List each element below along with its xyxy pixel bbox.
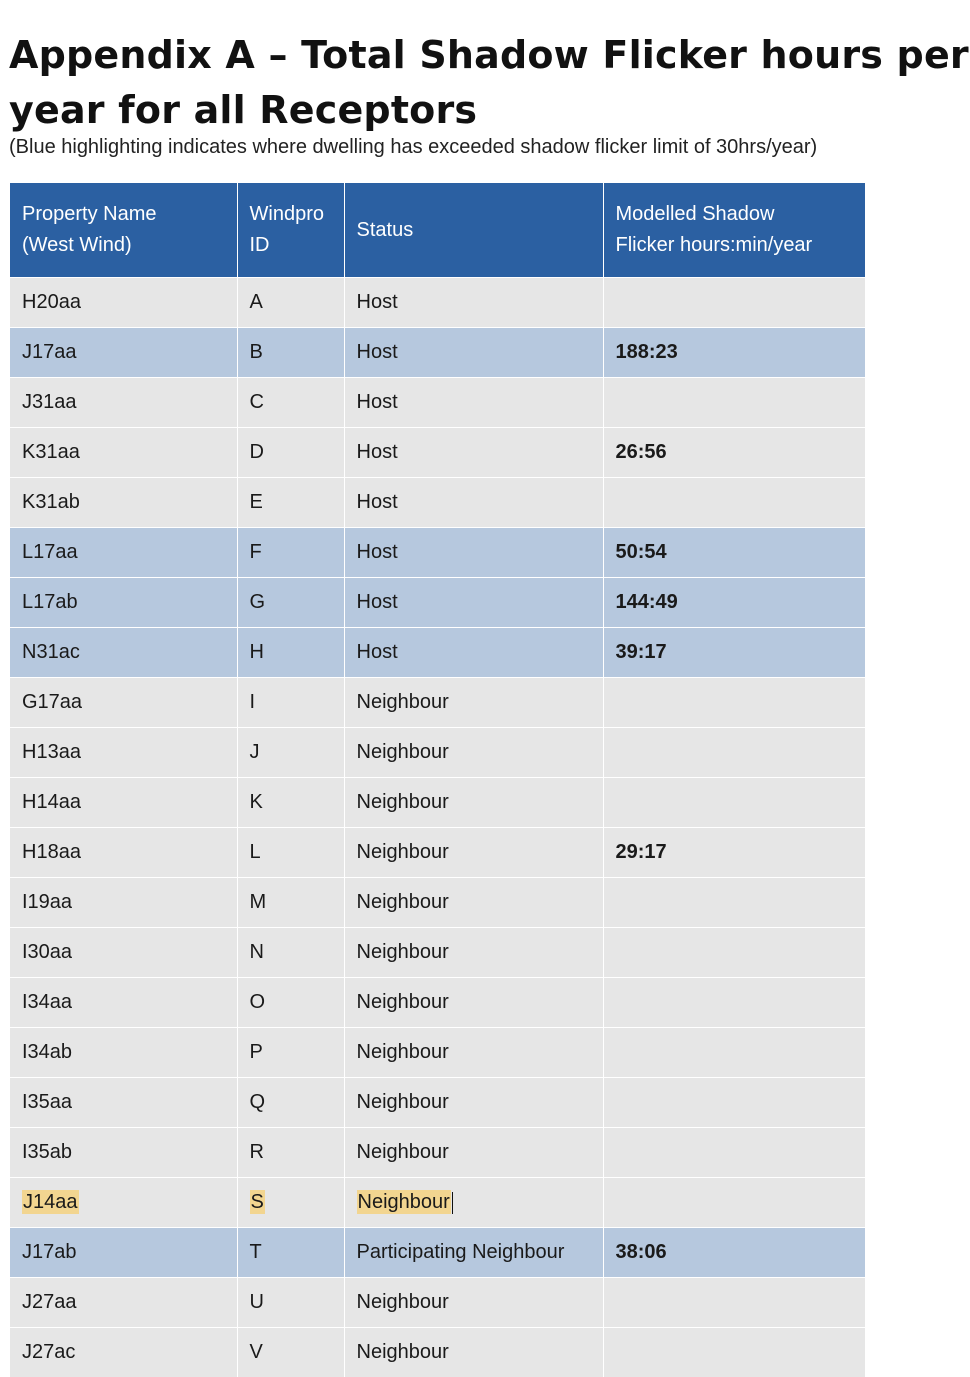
page-title: Appendix A – Total Shadow Flicker hours per year for all Receptors [9, 28, 969, 138]
cell-shadow-flicker-hours-text: 39:17 [616, 641, 667, 663]
cell-windpro-id [237, 1028, 344, 1078]
cell-windpro-id [237, 1328, 344, 1377]
cell-windpro-id [237, 1278, 344, 1328]
cell-windpro-id-text: D [250, 441, 264, 463]
cell-property-name-text: I34ab [22, 1041, 72, 1063]
cell-windpro-id-text: V [250, 1341, 263, 1363]
cell-windpro-id-text: K [250, 791, 263, 813]
header-line: Modelled Shadow [616, 203, 775, 225]
cell-shadow-flicker-hours [603, 328, 865, 378]
cell-windpro-id-text: H [250, 641, 264, 663]
cell-windpro-id [237, 1128, 344, 1178]
cell-status-text: Neighbour [357, 891, 449, 913]
cell-status-text: Host [357, 291, 398, 313]
cell-windpro-id-text: T [250, 1241, 262, 1263]
cell-property-name [10, 378, 237, 428]
cell-windpro-id-text: O [250, 991, 266, 1013]
table-row [10, 1278, 865, 1328]
cell-shadow-flicker-hours [603, 278, 865, 328]
cell-status [344, 678, 603, 728]
cell-property-name [10, 278, 237, 328]
cell-shadow-flicker-hours [603, 628, 865, 678]
cell-status [344, 278, 603, 328]
cell-shadow-flicker-hours-text: 26:56 [616, 441, 667, 463]
cell-shadow-flicker-hours [603, 478, 865, 528]
cell-status-text: Neighbour [357, 741, 449, 763]
table-row [10, 728, 865, 778]
cell-shadow-flicker-hours [603, 1178, 865, 1228]
cell-status-text: Neighbour [357, 1091, 449, 1113]
cell-property-name-text: N31ac [22, 641, 80, 663]
cell-property-name [10, 1178, 237, 1228]
table-row [10, 1078, 865, 1128]
cell-status-text: Neighbour [357, 941, 449, 963]
cell-windpro-id [237, 578, 344, 628]
page-subtitle: (Blue highlighting indicates where dwelling has exceeded shadow flicker limit of 30hrs/year) [9, 134, 817, 160]
cell-windpro-id [237, 1078, 344, 1128]
cell-windpro-id [237, 278, 344, 328]
cell-property-name-text: L17aa [22, 541, 78, 563]
cell-windpro-id-text: N [250, 941, 264, 963]
cell-windpro-id [237, 928, 344, 978]
cell-property-name [10, 328, 237, 378]
cell-property-name [10, 828, 237, 878]
cell-status-text: Neighbour [357, 1141, 449, 1163]
cell-shadow-flicker-hours [603, 578, 865, 628]
cell-property-name-text: K31aa [22, 441, 80, 463]
table-row [10, 778, 865, 828]
cell-shadow-flicker-hours [603, 428, 865, 478]
table-row [10, 578, 865, 628]
cell-property-name-text: L17ab [22, 591, 78, 613]
header-shadow-flicker-hours [603, 183, 865, 278]
header-property-name [10, 183, 237, 278]
cell-status-text: Neighbour [357, 691, 449, 713]
cell-property-name-text: J17ab [22, 1241, 77, 1263]
cell-shadow-flicker-hours [603, 528, 865, 578]
cell-status [344, 1128, 603, 1178]
cell-property-name-text: H18aa [22, 841, 81, 863]
table-row [10, 928, 865, 978]
cell-windpro-id-text: R [250, 1141, 264, 1163]
header-windpro-id [237, 183, 344, 278]
cell-property-name-text: J27ac [22, 1341, 75, 1363]
cell-shadow-flicker-hours-text: 38:06 [616, 1241, 667, 1263]
header-line: Property Name [22, 203, 157, 225]
table-row [10, 428, 865, 478]
cell-property-name-text: J31aa [22, 391, 77, 413]
receptors-table [10, 183, 865, 1377]
cell-property-name [10, 1228, 237, 1278]
cell-windpro-id-text: I [250, 691, 256, 713]
cell-shadow-flicker-hours [603, 378, 865, 428]
table-row [10, 1178, 865, 1228]
cell-property-name [10, 478, 237, 528]
cell-shadow-flicker-hours-text: 50:54 [616, 541, 667, 563]
table-row [10, 478, 865, 528]
cell-status [344, 778, 603, 828]
table-row [10, 278, 865, 328]
cell-shadow-flicker-hours [603, 1128, 865, 1178]
cell-status [344, 728, 603, 778]
cell-property-name [10, 778, 237, 828]
header-line: (West Wind) [22, 234, 132, 256]
cell-status [344, 928, 603, 978]
cell-shadow-flicker-hours [603, 1278, 865, 1328]
cell-status [344, 1328, 603, 1377]
table-body [10, 278, 865, 1377]
cell-property-name [10, 578, 237, 628]
table-row [10, 1228, 865, 1278]
cell-status [344, 628, 603, 678]
cell-windpro-id [237, 678, 344, 728]
cell-shadow-flicker-hours [603, 978, 865, 1028]
cell-property-name-text: I19aa [22, 891, 72, 913]
cell-shadow-flicker-hours [603, 828, 865, 878]
header-line: ID [250, 234, 270, 256]
cell-status-text: Neighbour [357, 791, 449, 813]
cell-shadow-flicker-hours-text: 29:17 [616, 841, 667, 863]
cell-status [344, 378, 603, 428]
cell-windpro-id [237, 378, 344, 428]
cell-windpro-id [237, 328, 344, 378]
cell-windpro-id [237, 978, 344, 1028]
cell-property-name [10, 878, 237, 928]
cell-property-name-text: J17aa [22, 341, 77, 363]
cell-windpro-id [237, 478, 344, 528]
cell-status [344, 1028, 603, 1078]
table-row [10, 528, 865, 578]
table-row [10, 678, 865, 728]
table-row [10, 828, 865, 878]
cell-shadow-flicker-hours [603, 778, 865, 828]
table-row [10, 1028, 865, 1078]
cell-status [344, 878, 603, 928]
cell-windpro-id [237, 728, 344, 778]
cell-windpro-id [237, 428, 344, 478]
cell-windpro-id-text: S [250, 1190, 265, 1214]
cell-windpro-id-text: Q [250, 1091, 266, 1113]
table-row [10, 1328, 865, 1377]
cell-status-text: Neighbour [357, 1041, 449, 1063]
cell-windpro-id-text: A [250, 291, 263, 313]
cell-windpro-id-text: J [250, 741, 260, 763]
cell-status-text: Neighbour [357, 1291, 449, 1313]
cell-windpro-id-text: P [250, 1041, 263, 1063]
cell-windpro-id [237, 528, 344, 578]
cell-shadow-flicker-hours [603, 1028, 865, 1078]
cell-status-text: Neighbour [357, 991, 449, 1013]
cell-shadow-flicker-hours-text: 144:49 [616, 591, 678, 613]
cell-property-name [10, 928, 237, 978]
header-line: Windpro [250, 203, 324, 225]
table-row [10, 628, 865, 678]
table-row [10, 1128, 865, 1178]
cell-property-name-text: J27aa [22, 1291, 77, 1313]
cell-status-text: Host [357, 341, 398, 363]
cell-status-text: Neighbour [357, 841, 449, 863]
table-row [10, 978, 865, 1028]
cell-property-name [10, 428, 237, 478]
cell-windpro-id-text: B [250, 341, 263, 363]
cell-windpro-id-text: M [250, 891, 267, 913]
header-line: Flicker hours:min/year [616, 234, 813, 256]
cell-status [344, 428, 603, 478]
cell-shadow-flicker-hours [603, 878, 865, 928]
header-line: Status [357, 219, 414, 241]
cell-property-name-text: H13aa [22, 741, 81, 763]
cell-status-text: Neighbour [357, 1190, 451, 1214]
cell-property-name-text: I30aa [22, 941, 72, 963]
cell-property-name-text: I35aa [22, 1091, 72, 1113]
cell-property-name [10, 978, 237, 1028]
cell-windpro-id-text: G [250, 591, 266, 613]
cell-status-text: Host [357, 391, 398, 413]
cell-windpro-id [237, 1178, 344, 1228]
cell-status [344, 528, 603, 578]
cell-property-name [10, 528, 237, 578]
cell-property-name-text: I35ab [22, 1141, 72, 1163]
cell-property-name [10, 628, 237, 678]
cell-property-name-text: K31ab [22, 491, 80, 513]
cell-status-text: Host [357, 641, 398, 663]
cell-status [344, 1228, 603, 1278]
cell-shadow-flicker-hours [603, 1228, 865, 1278]
cell-shadow-flicker-hours [603, 1078, 865, 1128]
cell-property-name-text: H20aa [22, 291, 81, 313]
cell-status-text: Host [357, 591, 398, 613]
cell-windpro-id-text: C [250, 391, 264, 413]
cell-status [344, 828, 603, 878]
cell-status [344, 478, 603, 528]
cell-property-name [10, 728, 237, 778]
cell-status-text: Host [357, 441, 398, 463]
cell-shadow-flicker-hours [603, 1328, 865, 1377]
table-row [10, 878, 865, 928]
cell-windpro-id [237, 828, 344, 878]
cell-status [344, 328, 603, 378]
text-cursor [452, 1192, 453, 1214]
cell-shadow-flicker-hours [603, 678, 865, 728]
cell-status-text: Neighbour [357, 1341, 449, 1363]
cell-property-name [10, 678, 237, 728]
cell-windpro-id-text: L [250, 841, 261, 863]
cell-status-text: Participating Neighbour [357, 1241, 565, 1263]
cell-windpro-id-text: U [250, 1291, 264, 1313]
cell-property-name [10, 1028, 237, 1078]
cell-status [344, 978, 603, 1028]
cell-property-name [10, 1078, 237, 1128]
table-row [10, 328, 865, 378]
cell-shadow-flicker-hours-text: 188:23 [616, 341, 678, 363]
cell-property-name [10, 1328, 237, 1377]
cell-property-name [10, 1278, 237, 1328]
cell-windpro-id [237, 878, 344, 928]
cell-shadow-flicker-hours [603, 728, 865, 778]
cell-windpro-id [237, 778, 344, 828]
cell-status [344, 1278, 603, 1328]
cell-status-text: Host [357, 541, 398, 563]
cell-property-name-text: G17aa [22, 691, 82, 713]
cell-property-name-text: J14aa [22, 1190, 79, 1214]
cell-status [344, 1078, 603, 1128]
cell-property-name [10, 1128, 237, 1178]
cell-windpro-id-text: E [250, 491, 263, 513]
cell-property-name-text: H14aa [22, 791, 81, 813]
cell-status [344, 1178, 603, 1228]
cell-windpro-id-text: F [250, 541, 262, 563]
cell-windpro-id [237, 628, 344, 678]
cell-property-name-text: I34aa [22, 991, 72, 1013]
cell-shadow-flicker-hours [603, 928, 865, 978]
header-status [344, 183, 603, 278]
table-row [10, 378, 865, 428]
cell-status [344, 578, 603, 628]
cell-windpro-id [237, 1228, 344, 1278]
cell-status-text: Host [357, 491, 398, 513]
table-header-row [10, 183, 865, 278]
